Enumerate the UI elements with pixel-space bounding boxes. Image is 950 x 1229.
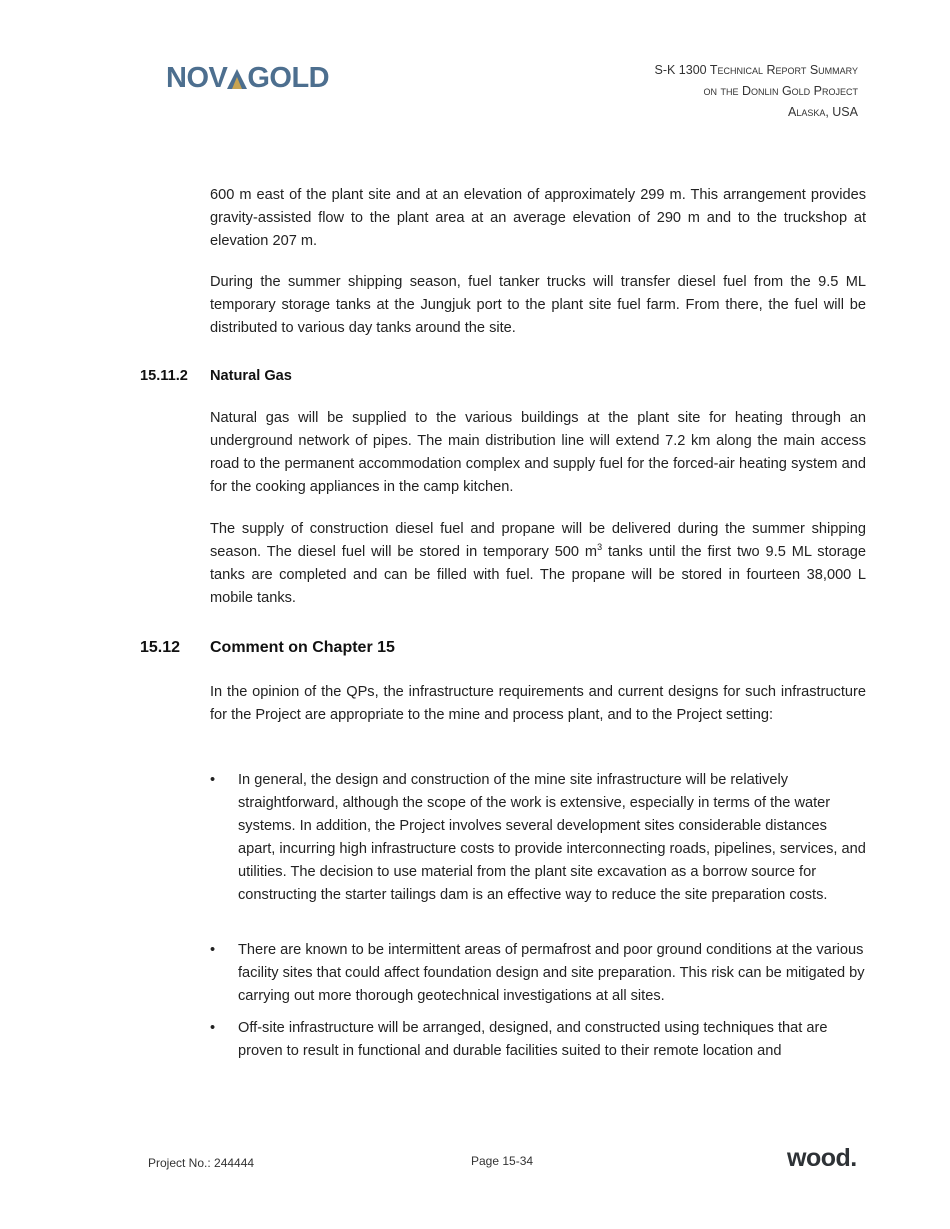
superscript-3: 3 [597,542,603,553]
paragraph-natural-gas: Natural gas will be supplied to the various buildings at the plant site for heating through an underground network of pipes. The main distribution line will extend 7.2 km along the main access road to the permanent accommodation complex and supply fuel for the forced-air heating system and for the cooking appliances in the camp kitchen. [210,410,866,495]
bullet-icon: • [210,942,216,958]
wood-logo: wood. [787,1144,857,1172]
report-title-line2: on the Donlin Gold Project [703,84,858,98]
bullet-icon: • [210,772,216,788]
section-number: 15.12 [140,639,181,656]
bullet-text: In general, the design and construction of the mine site infrastructure will be relatively straightforward, although the scope of the work is extensive, especially in terms of the water systems. In addition, the Project involves several development sites considerable distances apart, incurring high infrastructure costs to provide interconnecting roads, pipelines, services, and utilities. The decision to use material from the plant site excavation as a borrow source for constructing the starter tailings dam is an effective way to reduce the site preparation costs. [238,772,866,903]
report-title-line3: Alaska, USA [787,105,858,119]
paragraph-fuel-elevation: 600 m east of the plant site and at an elevation of approximately 299 m. This arrangement provides gravity-assisted flow to the plant area at an average elevation of 290 m and to the truckshop at elevation 207 m. [210,187,866,249]
novagold-logo [166,62,329,98]
page-number: Page 15-34 [471,1154,534,1168]
paragraph-construction-fuel: The supply of construction diesel fuel and propane will be delivered during the summer shipping season. The diesel fuel will be stored in temporary 500 $m^3$ tanks until the first two 9.5 ML storage tanks are completed and can be filled with fuel. The propane will be stored in fourteen 38,000 L mobile tanks. [210,521,866,606]
section-number: 15.11.2 [140,368,188,384]
project-number: Project No.: 244444 [148,1156,255,1170]
bullet-icon: • [210,1020,216,1036]
bullet-text: Off-site infrastructure will be arranged, designed, and constructed using techniques that are proven to result in functional and durable facilities suited to their remote location and [238,1020,828,1059]
logo-text-left: NOV [166,62,228,94]
logo-text-right: GOLD [247,62,330,94]
logo-triangle-icon [226,67,248,91]
paragraph-qp-opinion: In the opinion of the QPs, the infrastructure requirements and current designs for such infrastructure for the Project are appropriate to the mine and process plant, and to the Project setting: [210,684,866,723]
section-title: Natural Gas [210,368,292,384]
bullet-text: There are known to be intermittent areas of permafrost and poor ground conditions at the various facility sites that could affect foundation design and site preparation. This risk can be mitigated by carrying out more thorough geotechnical investigations at all sites. [238,942,865,1004]
report-title-line1: S-K 1300 Technical Report Summary [654,63,858,77]
section-title: Comment on Chapter 15 [210,639,395,656]
report-header [655,60,859,123]
paragraph-summer-shipping: During the summer shipping season, fuel tanker trucks will transfer diesel fuel from the 9.5 ML temporary storage tanks at the Jungjuk port to the plant site fuel farm. From there, the fuel will be distributed to various day tanks around the site. [210,274,866,336]
